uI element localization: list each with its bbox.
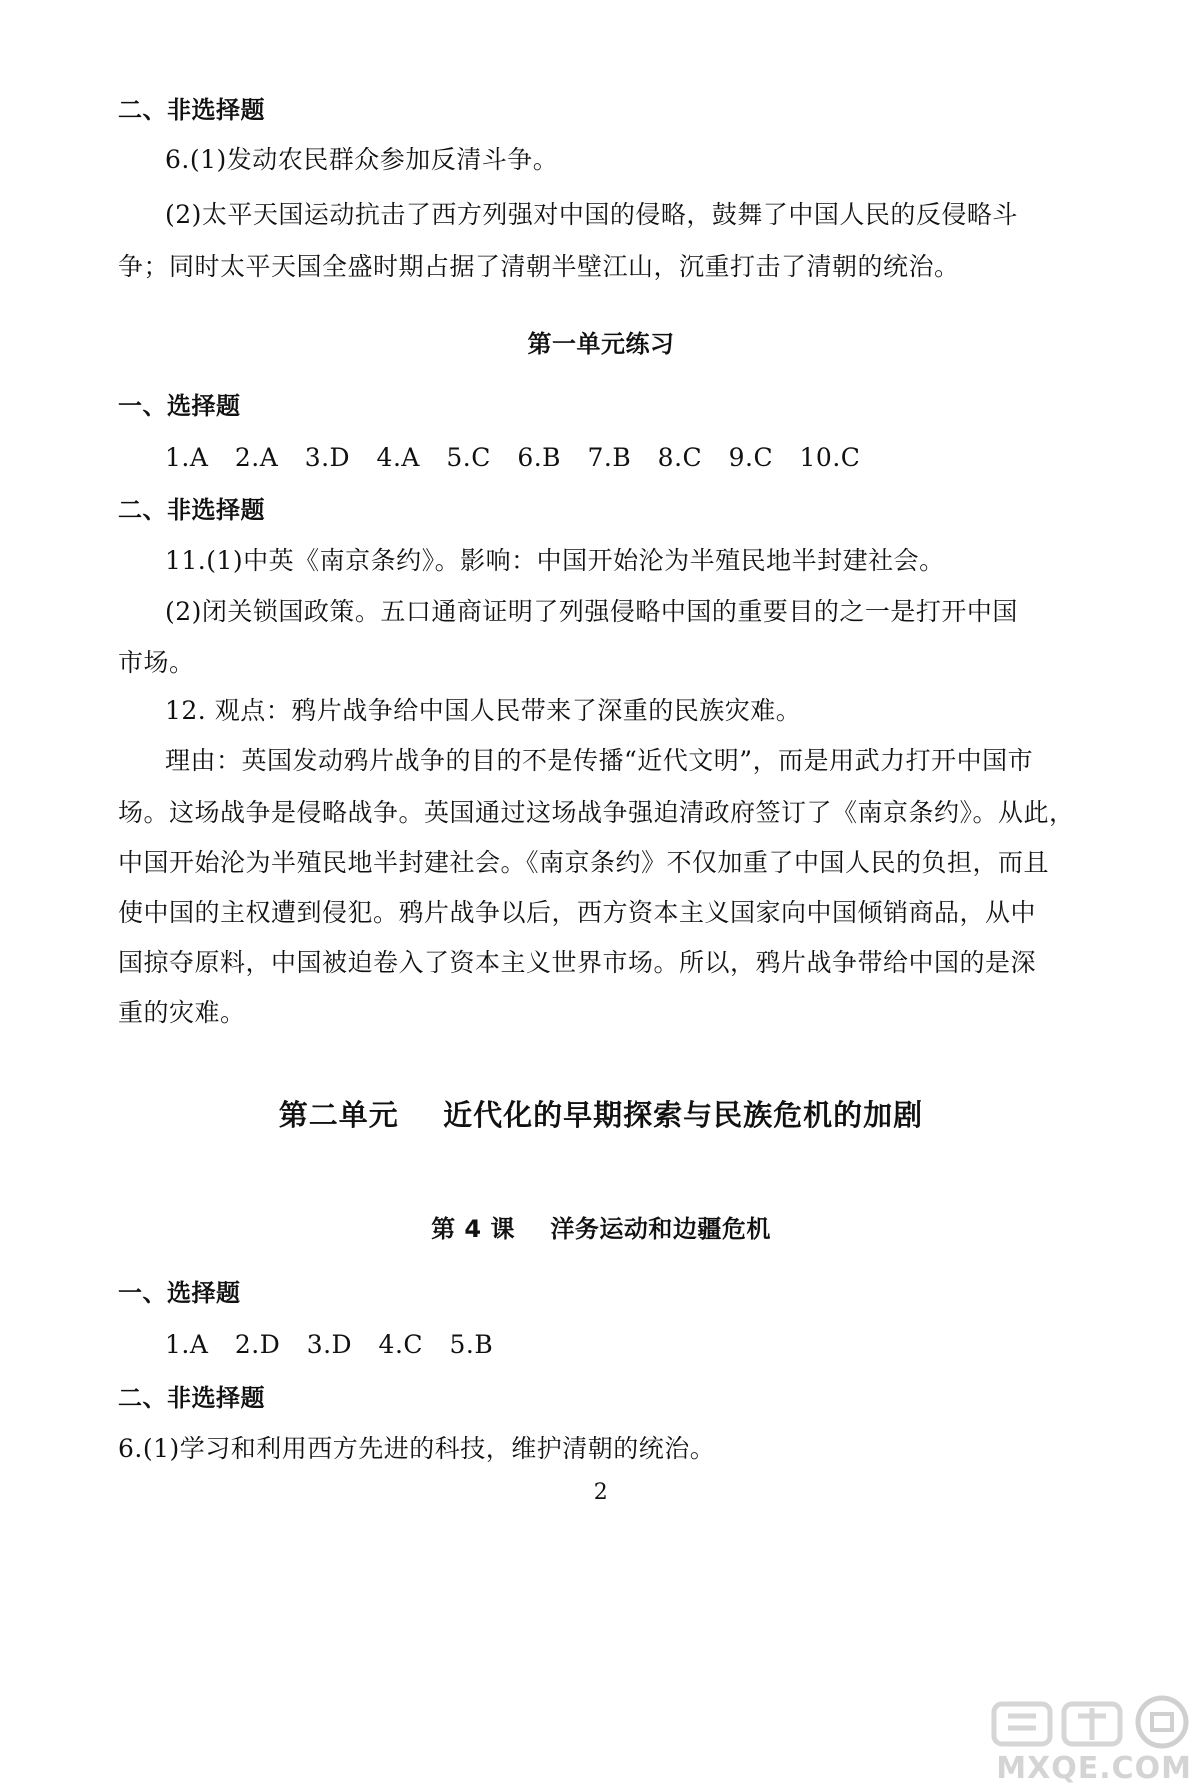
answer-line: 争；同时太平天国全盛时期占据了清朝半壁江山，沉重打击了清朝的统治。 (118, 252, 960, 281)
answer-line: 6.(1)学习和利用西方先进的科技，维护清朝的统治。 (118, 1434, 716, 1463)
answer-line: (2)闭关锁国政策。五口通商证明了列强侵略中国的重要目的之一是打开中国 (165, 597, 1018, 626)
unit-title: 第二单元 近代化的早期探索与民族危机的加剧 (278, 1098, 924, 1132)
watermark-url: MXQE.COM (996, 1751, 1192, 1786)
watermark (984, 1694, 1194, 1786)
answer-circle-logo-icon (984, 1694, 1194, 1750)
section-heading: 一、选择题 (118, 392, 241, 420)
choice-answers: 1.A 2.D 3.D 4.C 5.B (165, 1330, 494, 1359)
answer-line: 国掠夺原料，中国被迫卷入了资本主义世界市场。所以，鸦片战争带给中国的是深 (118, 948, 1037, 977)
section-heading: 二、非选择题 (118, 496, 265, 524)
answer-line: 使中国的主权遭到侵犯。鸦片战争以后，西方资本主义国家向中国倾销商品，从中 (118, 898, 1037, 927)
answer-line: 6.(1)发动农民群众参加反清斗争。 (165, 145, 559, 174)
answer-line: 中国开始沦为半殖民地半封建社会。《南京条约》不仅加重了中国人民的负担，而且 (118, 848, 1050, 877)
answer-line: 12. 观点：鸦片战争给中国人民带来了深重的民族灾难。 (165, 696, 802, 725)
answer-line: 重的灾难。 (118, 998, 246, 1027)
section-heading: 二、非选择题 (118, 1384, 265, 1412)
answer-line: 11.(1)中英《南京条约》。影响：中国开始沦为半殖民地半封建社会。 (165, 546, 945, 575)
choice-answers: 1.A 2.A 3.D 4.A 5.C 6.B 7.B 8.C 9.C 10.C (165, 443, 861, 472)
section-heading: 一、选择题 (118, 1279, 241, 1307)
lesson-title: 第 4 课 洋务运动和边疆危机 (431, 1215, 771, 1243)
unit-exercise-title: 第一单元练习 (527, 330, 675, 358)
section-heading: 二、非选择题 (118, 96, 265, 124)
answer-line: 理由：英国发动鸦片战争的目的不是传播“近代文明”，而是用武力打开中国市 (165, 746, 1034, 775)
page-number: 2 (593, 1480, 609, 1505)
answer-line: 场。这场战争是侵略战争。英国通过这场战争强迫清政府签订了《南京条约》。从此， (118, 798, 1075, 827)
answer-line: (2)太平天国运动抗击了西方列强对中国的侵略，鼓舞了中国人民的反侵略斗 (165, 200, 1018, 229)
answer-line: 市场。 (118, 648, 195, 677)
